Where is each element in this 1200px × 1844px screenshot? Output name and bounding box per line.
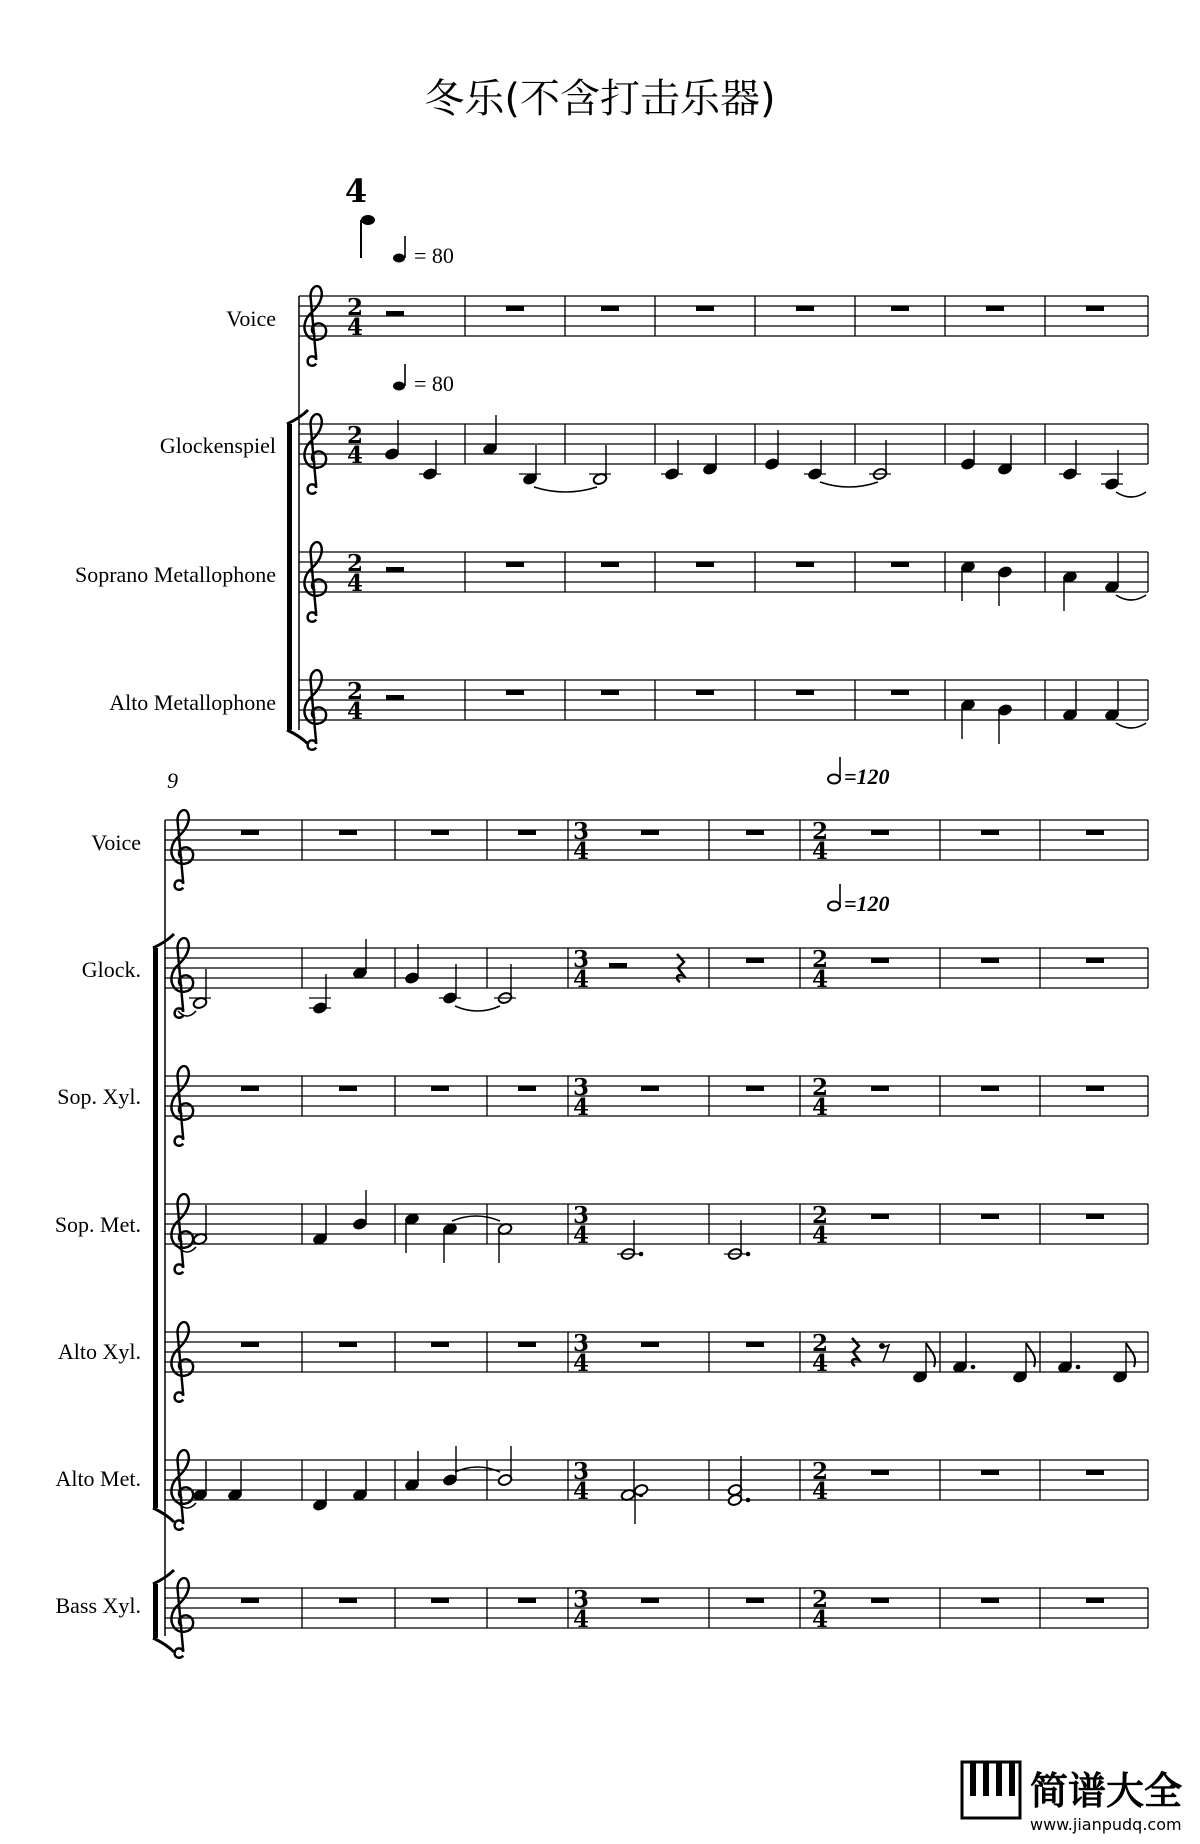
note xyxy=(352,1190,367,1231)
note xyxy=(192,1461,207,1502)
tie xyxy=(1116,492,1146,497)
note xyxy=(960,430,975,471)
half-rest xyxy=(386,695,404,700)
svg-text:4: 4 xyxy=(572,838,590,865)
svg-text:2: 2 xyxy=(811,1330,829,1357)
whole-rest xyxy=(641,1598,659,1603)
staff-alto-met xyxy=(165,1450,1148,1530)
staff-soprano-metallophone xyxy=(299,542,1148,622)
system-1 xyxy=(75,236,1148,750)
svg-text:4: 4 xyxy=(346,698,364,725)
svg-text:4: 4 xyxy=(572,1222,590,1249)
staff-voice xyxy=(299,286,1148,366)
time-signature xyxy=(812,1458,828,1505)
note xyxy=(227,1461,242,1502)
whole-rest xyxy=(641,1342,659,1347)
svg-text:4: 4 xyxy=(811,1350,829,1377)
whole-rest xyxy=(431,830,449,835)
note xyxy=(1104,681,1119,722)
whole-rest xyxy=(1086,1470,1104,1475)
note xyxy=(1101,450,1123,491)
whole-rest xyxy=(746,1598,764,1603)
svg-text:4: 4 xyxy=(346,570,364,597)
half-rest xyxy=(386,567,404,572)
note xyxy=(617,1220,643,1261)
svg-text:3: 3 xyxy=(572,1458,590,1485)
svg-text:4: 4 xyxy=(572,1478,590,1505)
note xyxy=(1062,570,1077,611)
whole-rest xyxy=(796,306,814,311)
note xyxy=(352,939,367,980)
whole-rest xyxy=(746,958,764,963)
time-signature xyxy=(573,946,589,993)
note xyxy=(912,1343,935,1384)
note xyxy=(702,435,717,476)
staff-label-sop-xyl: Sop. Xyl. xyxy=(57,1084,141,1109)
whole-rest xyxy=(746,1342,764,1347)
tie xyxy=(178,1011,196,1016)
tempo-marking-voice xyxy=(393,236,454,268)
whole-rest xyxy=(981,958,999,963)
svg-text:2: 2 xyxy=(346,294,364,321)
note xyxy=(997,703,1012,744)
whole-rest xyxy=(339,1086,357,1091)
staff-alto-metallophone xyxy=(299,670,1148,750)
watermark xyxy=(962,1762,1182,1834)
time-signature xyxy=(812,1202,828,1249)
note xyxy=(192,1205,207,1246)
tie xyxy=(1116,595,1146,600)
whole-rest xyxy=(339,1342,357,1347)
note xyxy=(519,445,541,486)
whole-rest xyxy=(871,830,889,835)
whole-rest xyxy=(891,306,909,311)
note xyxy=(997,565,1012,606)
whole-rest xyxy=(746,1086,764,1091)
svg-text:3: 3 xyxy=(572,818,590,845)
half-rest xyxy=(609,963,627,968)
time-signature xyxy=(812,1586,828,1633)
tie xyxy=(1116,723,1146,728)
svg-text:2: 2 xyxy=(811,946,829,973)
note xyxy=(497,1446,512,1487)
whole-rest xyxy=(871,1214,889,1219)
whole-rest xyxy=(601,306,619,311)
staff-label-voice: Voice xyxy=(226,306,276,331)
whole-rest xyxy=(241,1342,259,1347)
time-signature xyxy=(573,1586,589,1633)
whole-rest xyxy=(506,690,524,695)
svg-text:2: 2 xyxy=(346,422,364,449)
svg-text:4: 4 xyxy=(811,838,829,865)
svg-text:4: 4 xyxy=(811,1094,829,1121)
whole-rest xyxy=(696,306,714,311)
half-rest xyxy=(386,311,404,316)
whole-rest xyxy=(981,1470,999,1475)
time-signature xyxy=(812,1074,828,1121)
whole-rest xyxy=(506,306,524,311)
whole-rest xyxy=(891,562,909,567)
tie xyxy=(452,1216,500,1221)
whole-rest xyxy=(871,1470,889,1475)
note xyxy=(661,440,683,481)
note xyxy=(309,974,331,1015)
whole-rest xyxy=(601,690,619,695)
svg-text:2: 2 xyxy=(346,678,364,705)
note xyxy=(589,445,611,486)
whole-rest xyxy=(891,690,909,695)
note xyxy=(997,435,1012,476)
note xyxy=(1059,440,1081,481)
time-signature xyxy=(573,1330,589,1377)
staff-label-bass-xyl: Bass Xyl. xyxy=(55,1593,141,1618)
tie xyxy=(534,487,597,492)
whole-rest xyxy=(981,1598,999,1603)
note xyxy=(312,1471,327,1512)
tempo-marking-glockenspiel xyxy=(393,364,454,396)
time-signature xyxy=(573,1202,589,1249)
staff-label-glockenspiel: Glockenspiel xyxy=(159,433,276,458)
tie xyxy=(820,482,878,487)
note xyxy=(482,415,497,456)
svg-text:4: 4 xyxy=(572,1350,590,1377)
note xyxy=(419,440,441,481)
svg-text:2: 2 xyxy=(811,1458,829,1485)
whole-rest xyxy=(986,306,1004,311)
note xyxy=(869,440,891,481)
svg-text:4: 4 xyxy=(811,1478,829,1505)
time-signature xyxy=(573,818,589,865)
whole-rest xyxy=(339,830,357,835)
note xyxy=(404,1212,419,1253)
whole-rest xyxy=(796,690,814,695)
svg-text:4: 4 xyxy=(811,1222,829,1249)
whole-rest xyxy=(241,1086,259,1091)
staff-alto-xyl xyxy=(165,1322,1148,1402)
staff-label-alto-metallophone: Alto Metallophone xyxy=(109,690,276,715)
note xyxy=(727,1456,742,1497)
whole-rest xyxy=(518,1086,536,1091)
note xyxy=(439,964,461,1005)
system-2 xyxy=(55,757,1148,1658)
whole-rest xyxy=(1086,306,1104,311)
staff-voice-2 xyxy=(165,810,1148,890)
svg-text:=120: =120 xyxy=(844,764,890,789)
time-signature xyxy=(347,422,363,469)
whole-rest xyxy=(871,1086,889,1091)
time-signature xyxy=(812,1330,828,1377)
time-signature xyxy=(812,946,828,993)
staff-label-voice-2: Voice xyxy=(91,830,141,855)
whole-rest xyxy=(431,1086,449,1091)
svg-text:3: 3 xyxy=(572,1074,590,1101)
instrument-bracket-2 xyxy=(153,934,174,1522)
whole-rest xyxy=(1086,830,1104,835)
svg-text:3: 3 xyxy=(572,1202,590,1229)
note xyxy=(633,1483,648,1524)
staff-label-alto-xyl: Alto Xyl. xyxy=(57,1339,141,1364)
whole-rest xyxy=(696,690,714,695)
whole-rest xyxy=(518,830,536,835)
tie xyxy=(455,1006,500,1011)
note xyxy=(960,698,975,739)
svg-text:2: 2 xyxy=(811,818,829,845)
staff-label-glock: Glock. xyxy=(81,957,141,982)
whole-rest xyxy=(431,1598,449,1603)
staff-label-sop-met: Sop. Met. xyxy=(54,1212,141,1237)
whole-rest xyxy=(241,1598,259,1603)
whole-rest xyxy=(981,1086,999,1091)
whole-rest xyxy=(506,562,524,567)
voice-note-marker xyxy=(361,215,375,258)
whole-rest xyxy=(746,830,764,835)
note xyxy=(442,1446,457,1487)
whole-rest xyxy=(518,1342,536,1347)
time-signature xyxy=(347,294,363,341)
staff-label-soprano-metallophone: Soprano Metallophone xyxy=(74,562,276,587)
whole-rest xyxy=(981,830,999,835)
svg-text:2: 2 xyxy=(811,1202,829,1229)
svg-text:2: 2 xyxy=(811,1074,829,1101)
whole-rest xyxy=(431,1342,449,1347)
whole-rest xyxy=(1086,1214,1104,1219)
note xyxy=(1062,681,1077,722)
svg-text:4: 4 xyxy=(572,1606,590,1633)
svg-text:4: 4 xyxy=(572,1094,590,1121)
whole-rest xyxy=(696,562,714,567)
note xyxy=(442,1222,457,1263)
svg-text:= 80: = 80 xyxy=(414,371,454,396)
whole-rest xyxy=(1086,1086,1104,1091)
note xyxy=(497,1222,512,1263)
note xyxy=(1057,1333,1080,1374)
svg-text:3: 3 xyxy=(572,946,590,973)
staff-glockenspiel xyxy=(299,414,1148,494)
note xyxy=(312,1205,327,1246)
whole-rest xyxy=(871,1598,889,1603)
note xyxy=(960,560,975,601)
svg-text:4: 4 xyxy=(572,966,590,993)
whole-rest xyxy=(1086,1598,1104,1603)
svg-text:3: 3 xyxy=(572,1586,590,1613)
svg-text:4: 4 xyxy=(811,1606,829,1633)
watermark-name: 简谱大全 xyxy=(1030,1769,1183,1813)
svg-text:4: 4 xyxy=(346,442,364,469)
svg-text:= 80: = 80 xyxy=(414,243,454,268)
whole-rest xyxy=(641,830,659,835)
note xyxy=(404,944,419,985)
time-signature xyxy=(573,1074,589,1121)
whole-rest xyxy=(1086,958,1104,963)
staff-glock xyxy=(165,938,1148,1018)
staff-sop-met xyxy=(165,1194,1148,1274)
note xyxy=(1012,1343,1035,1384)
note xyxy=(952,1333,975,1374)
whole-rest xyxy=(601,562,619,567)
tempo-marking-voice-2 xyxy=(828,757,890,789)
staff-sop-xyl xyxy=(165,1066,1148,1146)
whole-rest xyxy=(518,1598,536,1603)
note xyxy=(189,969,211,1010)
svg-text:2: 2 xyxy=(811,1586,829,1613)
time-signature xyxy=(347,550,363,597)
tempo-marking-glock-2 xyxy=(828,884,890,916)
note xyxy=(404,1451,419,1492)
piano-keys-icon xyxy=(962,1762,1020,1818)
time-signature xyxy=(812,818,828,865)
bass-bracket xyxy=(153,1570,174,1652)
whole-rest xyxy=(796,562,814,567)
time-signature xyxy=(347,678,363,725)
whole-rest xyxy=(981,1214,999,1219)
svg-text:2: 2 xyxy=(346,550,364,577)
note xyxy=(352,1461,367,1502)
whole-rest xyxy=(241,830,259,835)
watermark-url: www.jianpudq.com xyxy=(1030,1815,1182,1834)
svg-text:=120: =120 xyxy=(844,891,890,916)
note xyxy=(1112,1343,1135,1384)
svg-text:4: 4 xyxy=(346,314,364,341)
note xyxy=(724,1220,750,1261)
note xyxy=(1104,553,1119,594)
whole-rest xyxy=(339,1598,357,1603)
whole-rest xyxy=(871,958,889,963)
time-signature xyxy=(573,1458,589,1505)
measure-number: 9 xyxy=(167,768,178,793)
note xyxy=(804,440,826,481)
staff-bass-xyl xyxy=(165,1578,1148,1658)
svg-text:3: 3 xyxy=(572,1330,590,1357)
staff-label-alto-met: Alto Met. xyxy=(55,1466,141,1491)
svg-text:4: 4 xyxy=(811,966,829,993)
whole-rest xyxy=(641,1086,659,1091)
note xyxy=(384,420,399,461)
score-title: 冬乐(不含打击乐器) xyxy=(424,76,776,122)
note xyxy=(494,964,516,1005)
rehearsal-mark: 4 xyxy=(344,172,368,210)
note xyxy=(764,430,779,471)
